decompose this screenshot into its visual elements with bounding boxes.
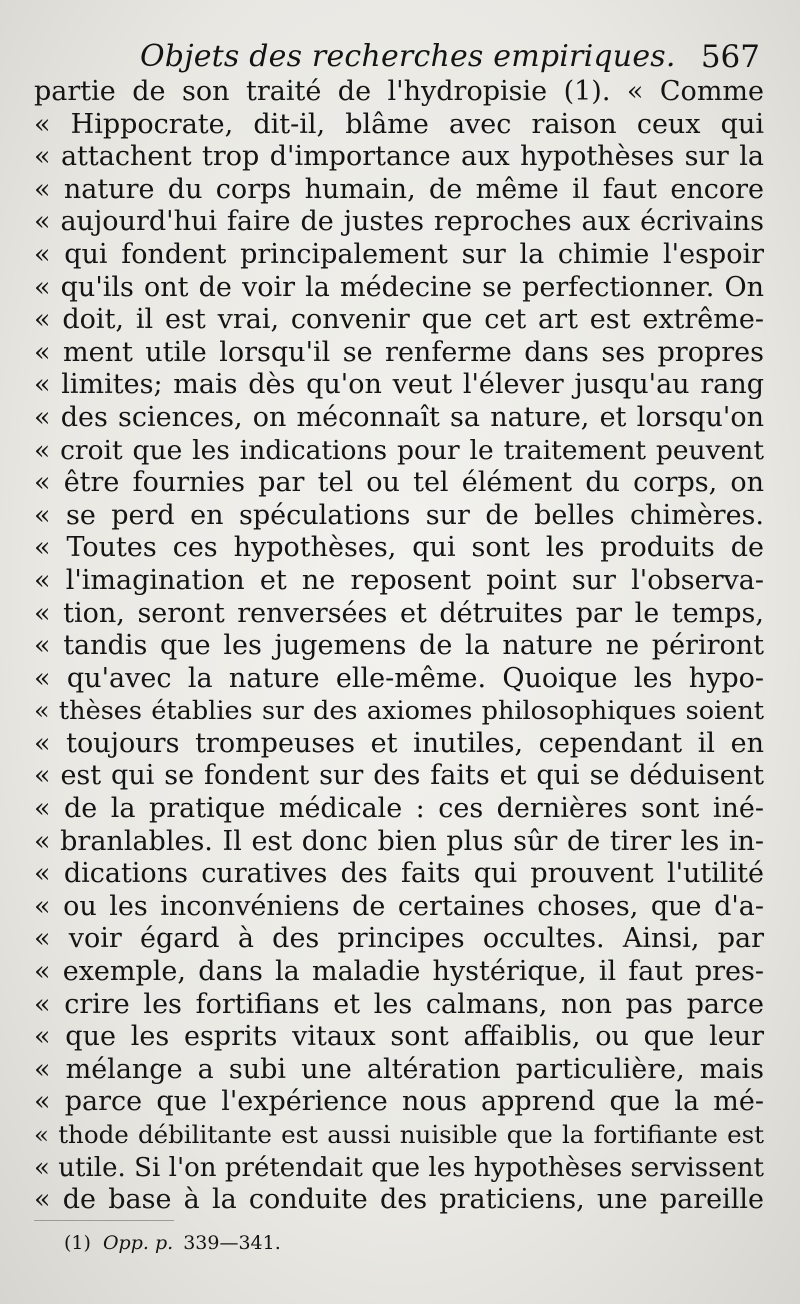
text-line: « Toutes ces hypothèses, qui sont les produits de — [34, 532, 764, 564]
text-line: « crire les fortifians et les calmans, non pas parce — [34, 988, 764, 1020]
text-line: « tandis que les jugemens de la nature ne périront — [34, 630, 764, 662]
text-line: « qui fondent principalement sur la chimie l'espoir — [34, 238, 764, 270]
text-line: « branlables. Il est donc bien plus sûr de tirer les in- — [34, 825, 764, 857]
text-line: « tion, seront renversées et détruites par le temps, — [34, 597, 764, 629]
text-line: « aujourd'hui faire de justes reproches aux écrivains — [34, 206, 764, 238]
text-line: « attachent trop d'importance aux hypothèses sur la — [34, 141, 764, 173]
text-line: « thode débilitante est aussi nuisible que la fortifiante est — [34, 1120, 764, 1149]
page-header — [140, 34, 760, 80]
text-line: « toujours trompeuses et inutiles, cependant il en — [34, 727, 764, 759]
text-line: « est qui se fondent sur des faits et qui se déduisent — [34, 760, 764, 792]
text-line: « être fournies par tel ou tel élément du corps, on — [34, 467, 764, 499]
page-number: 567 — [700, 39, 760, 75]
text-line: « Hippocrate, dit-il, blâme avec raison ceux qui — [34, 108, 764, 140]
footnote-range: 339—341. — [183, 1232, 281, 1254]
text-line: partie de son traité de l'hydropisie (1). « Comme — [34, 76, 764, 107]
text-line: « nature du corps humain, de même il faut encore — [34, 173, 764, 205]
text-line: « de base à la conduite des praticiens, une pareille — [34, 1184, 764, 1216]
text-line: « ou les inconvéniens de certaines choses, que d'a- — [34, 890, 764, 922]
footnote — [64, 1228, 281, 1258]
text-line: « croit que les indications pour le traitement peuvent — [34, 434, 764, 466]
running-head: Objets des recherches empiriques. — [140, 39, 676, 74]
body-text — [34, 76, 764, 1217]
text-line: « utile. Si l'on prétendait que les hypothèses servissent — [34, 1152, 764, 1183]
text-line: « doit, il est vrai, convenir que cet art est extrême- — [34, 304, 764, 336]
text-line: « exemple, dans la maladie hystérique, il faut pres- — [34, 956, 764, 988]
text-line: « ment utile lorsqu'il se renferme dans ses propres — [34, 336, 764, 368]
text-line: « de la pratique médicale : ces dernières sont iné- — [34, 793, 764, 825]
text-line: « que les esprits vitaux sont affaiblis, ou que leur — [34, 1021, 764, 1053]
text-line: « des sciences, on méconnaît sa nature, et lorsqu'on — [34, 401, 764, 433]
text-line: « qu'avec la nature elle-même. Quoique les hypo- — [34, 662, 764, 694]
footnote-ref: Opp. p. — [102, 1232, 174, 1254]
text-line: « se perd en spéculations sur de belles chimères. — [34, 499, 764, 531]
footnote-label: (1) — [64, 1232, 91, 1254]
text-line: « voir égard à des principes occultes. Ainsi, par — [34, 923, 764, 955]
text-line: « qu'ils ont de voir la médecine se perfectionner. On — [34, 271, 764, 303]
text-line: « thèses établies sur des axiomes philosophiques soient — [34, 696, 764, 727]
text-line: « l'imagination et ne reposent point sur l'observa- — [34, 564, 764, 596]
text-line: « mélange a subi une altération particulière, mais — [34, 1053, 764, 1085]
text-line: « dications curatives des faits qui prouvent l'utilité — [34, 858, 764, 890]
text-line: « parce que l'expérience nous apprend que la mé- — [34, 1086, 764, 1118]
text-line: « limites; mais dès qu'on veut l'élever jusqu'au rang — [34, 369, 764, 401]
footnote-rule — [34, 1220, 174, 1221]
